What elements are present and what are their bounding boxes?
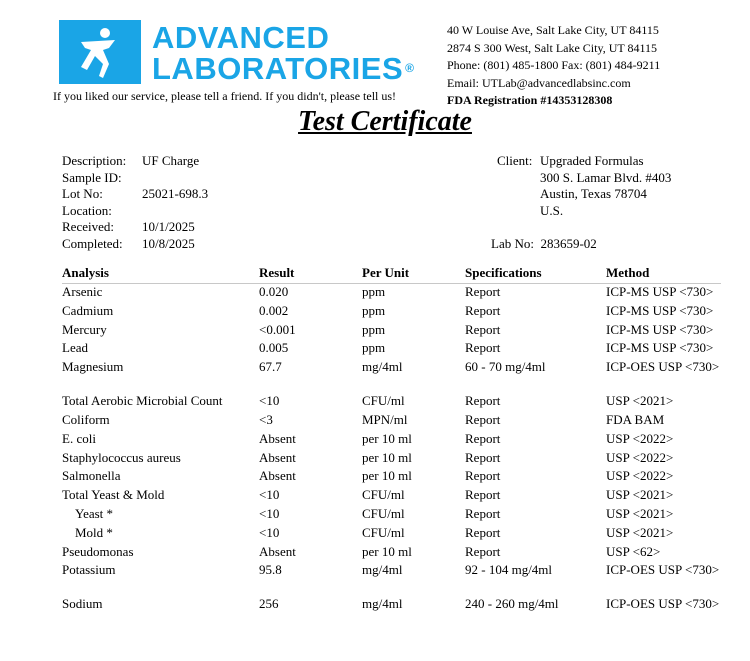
description-label: Description: <box>62 153 127 168</box>
lab-address <box>447 22 660 110</box>
table-row <box>62 525 721 544</box>
method-cell: FDA BAM <box>606 411 665 427</box>
column-header-per-unit: Per Unit <box>362 265 410 280</box>
lab-number <box>491 236 597 253</box>
column-header-analysis: Analysis <box>62 265 109 280</box>
analysis-cell: Yeast * <box>75 505 114 521</box>
table-row <box>62 412 721 431</box>
address-line: Email: UTLab@advancedlabsinc.com <box>447 75 631 90</box>
specifications-cell: Report <box>465 411 501 427</box>
table-row <box>62 322 721 341</box>
result-cell: Absent <box>259 468 296 484</box>
method-cell: ICP-OES USP <730> <box>606 596 720 612</box>
per-unit-cell: per 10 ml <box>362 543 412 559</box>
per-unit-cell: per 10 ml <box>362 449 412 465</box>
specifications-cell: Report <box>465 284 501 299</box>
address-line: Phone: (801) 485-1800 Fax: (801) 484-9211 <box>447 58 661 72</box>
per-unit-cell: CFU/ml <box>362 393 405 409</box>
client-address <box>540 153 671 219</box>
table-row <box>62 359 721 393</box>
per-unit-cell: mg/4ml <box>362 562 403 578</box>
table-row <box>62 450 721 469</box>
analysis-cell: Total Aerobic Microbial Count <box>62 393 223 409</box>
table-row <box>62 544 721 563</box>
address-line: 40 W Louise Ave, Salt Lake City, UT 84115 <box>447 23 659 37</box>
tagline: If you liked our service, please tell a friend. If you didn't, please tell us! <box>53 89 397 103</box>
client-line: 300 S. Lamar Blvd. #403 <box>540 169 672 185</box>
logo-icon <box>59 20 141 84</box>
company-logo-text <box>152 22 414 84</box>
result-cell: Absent <box>259 543 296 559</box>
table-row <box>62 468 721 487</box>
per-unit-cell: CFU/ml <box>362 487 405 503</box>
analysis-cell: Total Yeast & Mold <box>62 487 165 503</box>
result-cell: <10 <box>259 524 280 540</box>
result-cell: 0.005 <box>259 340 289 356</box>
per-unit-cell: per 10 ml <box>362 468 412 484</box>
result-cell: 256 <box>259 596 279 612</box>
registered-mark: ® <box>405 61 415 75</box>
method-cell: ICP-MS USP <730> <box>606 284 714 299</box>
lab-no-label: Lab No: <box>491 236 534 251</box>
sample-id-label: Sample ID: <box>62 169 122 185</box>
completed-label: Completed: <box>62 235 123 251</box>
fda-registration: FDA Registration #14353128308 <box>447 93 613 107</box>
location-value <box>142 203 208 220</box>
specifications-cell: Report <box>465 468 501 484</box>
specifications-cell: 92 - 104 mg/4ml <box>465 562 553 578</box>
specifications-cell: Report <box>465 393 501 409</box>
analysis-cell: Coliform <box>62 411 110 427</box>
column-header-result: Result <box>259 265 295 280</box>
result-cell: 67.7 <box>259 359 282 375</box>
lot-no-value: 25021-698.3 <box>142 186 209 201</box>
specifications-cell: Report <box>465 524 501 540</box>
method-cell: ICP-OES USP <730> <box>606 562 720 578</box>
address-line: 2874 S 300 West, Salt Lake City, UT 84115 <box>447 40 658 55</box>
per-unit-cell: per 10 ml <box>362 430 412 446</box>
lot-no-label: Lot No: <box>62 186 103 201</box>
per-unit-cell: ppm <box>362 321 386 337</box>
method-cell: ICP-MS USP <730> <box>606 302 714 318</box>
method-cell: USP <2022> <box>606 430 674 446</box>
result-cell: 0.002 <box>259 302 289 318</box>
running-figure-icon <box>59 20 141 84</box>
logo-line-2: LABORATORIES <box>152 51 404 86</box>
method-cell: USP <2021> <box>606 524 674 540</box>
analysis-cell: Sodium <box>62 596 103 612</box>
method-cell: USP <2021> <box>606 393 674 409</box>
analysis-cell: Cadmium <box>62 302 114 318</box>
per-unit-cell: CFU/ml <box>362 505 405 521</box>
result-cell: 95.8 <box>259 562 282 578</box>
specifications-cell: Report <box>465 340 501 356</box>
result-cell: Absent <box>259 430 296 446</box>
table-row <box>62 562 721 596</box>
client-line: Austin, Texas 78704 <box>540 186 647 201</box>
method-cell: USP <62> <box>606 543 661 559</box>
table-row <box>62 487 721 506</box>
method-cell: ICP-OES USP <730> <box>606 359 720 375</box>
specifications-cell: Report <box>465 449 501 465</box>
description-value: UF Charge <box>142 153 200 168</box>
specifications-cell: Report <box>465 302 501 318</box>
specifications-cell: Report <box>465 430 501 446</box>
result-cell: Absent <box>259 449 296 465</box>
specifications-cell: Report <box>465 505 501 521</box>
analysis-cell: Staphylococcus aureus <box>62 449 181 465</box>
location-label: Location: <box>62 202 112 218</box>
method-cell: ICP-MS USP <730> <box>606 321 714 337</box>
analysis-cell: Lead <box>62 340 88 356</box>
per-unit-cell: ppm <box>362 302 386 318</box>
sample-info-values <box>142 153 208 252</box>
table-row <box>62 431 721 450</box>
analysis-cell: Pseudomonas <box>62 543 134 559</box>
analysis-cell: Salmonella <box>62 468 121 484</box>
method-cell: ICP-MS USP <730> <box>606 340 714 356</box>
lab-no-value: 283659-02 <box>540 236 597 251</box>
result-cell: <0.001 <box>259 321 296 337</box>
result-cell: <10 <box>259 487 280 503</box>
table-header-row <box>62 265 721 284</box>
table-row <box>62 340 721 359</box>
analysis-cell: Potassium <box>62 562 116 578</box>
completed-value: 10/8/2025 <box>142 235 195 251</box>
result-cell: <10 <box>259 393 280 409</box>
specifications-cell: Report <box>465 543 501 559</box>
analysis-cell: Mold * <box>75 524 113 540</box>
table-row <box>62 303 721 322</box>
sample-info-labels <box>62 153 126 252</box>
column-header-specifications: Specifications <box>465 265 542 280</box>
table-row <box>62 393 721 412</box>
document-title: Test Certificate <box>298 106 472 137</box>
client-line: Upgraded Formulas <box>540 153 644 168</box>
table-row <box>62 284 721 303</box>
specifications-cell: Report <box>465 321 501 337</box>
method-cell: USP <2022> <box>606 449 674 465</box>
logo-line-1: ADVANCED <box>152 20 330 55</box>
sample-id-value <box>142 170 208 187</box>
per-unit-cell: mg/4ml <box>362 359 403 375</box>
client-label: Client: <box>497 153 533 168</box>
results-table <box>62 265 721 630</box>
per-unit-cell: ppm <box>362 340 386 356</box>
result-cell: <3 <box>259 411 273 427</box>
table-row <box>62 506 721 525</box>
table-row <box>62 596 721 630</box>
per-unit-cell: ppm <box>362 284 386 299</box>
method-cell: USP <2021> <box>606 505 674 521</box>
analysis-cell: Arsenic <box>62 284 103 299</box>
client-line: U.S. <box>540 202 564 218</box>
per-unit-cell: mg/4ml <box>362 596 403 612</box>
per-unit-cell: CFU/ml <box>362 524 405 540</box>
received-value: 10/1/2025 <box>142 219 195 234</box>
per-unit-cell: MPN/ml <box>362 411 408 427</box>
analysis-cell: Mercury <box>62 321 107 337</box>
column-header-method: Method <box>606 265 650 280</box>
specifications-cell: 60 - 70 mg/4ml <box>465 359 546 375</box>
analysis-cell: Magnesium <box>62 359 124 375</box>
result-cell: <10 <box>259 505 280 521</box>
method-cell: USP <2021> <box>606 487 674 503</box>
specifications-cell: Report <box>465 487 501 503</box>
result-cell: 0.020 <box>259 284 289 299</box>
analysis-cell: E. coli <box>62 430 96 446</box>
received-label: Received: <box>62 219 114 234</box>
method-cell: USP <2022> <box>606 468 674 484</box>
specifications-cell: 240 - 260 mg/4ml <box>465 596 559 612</box>
